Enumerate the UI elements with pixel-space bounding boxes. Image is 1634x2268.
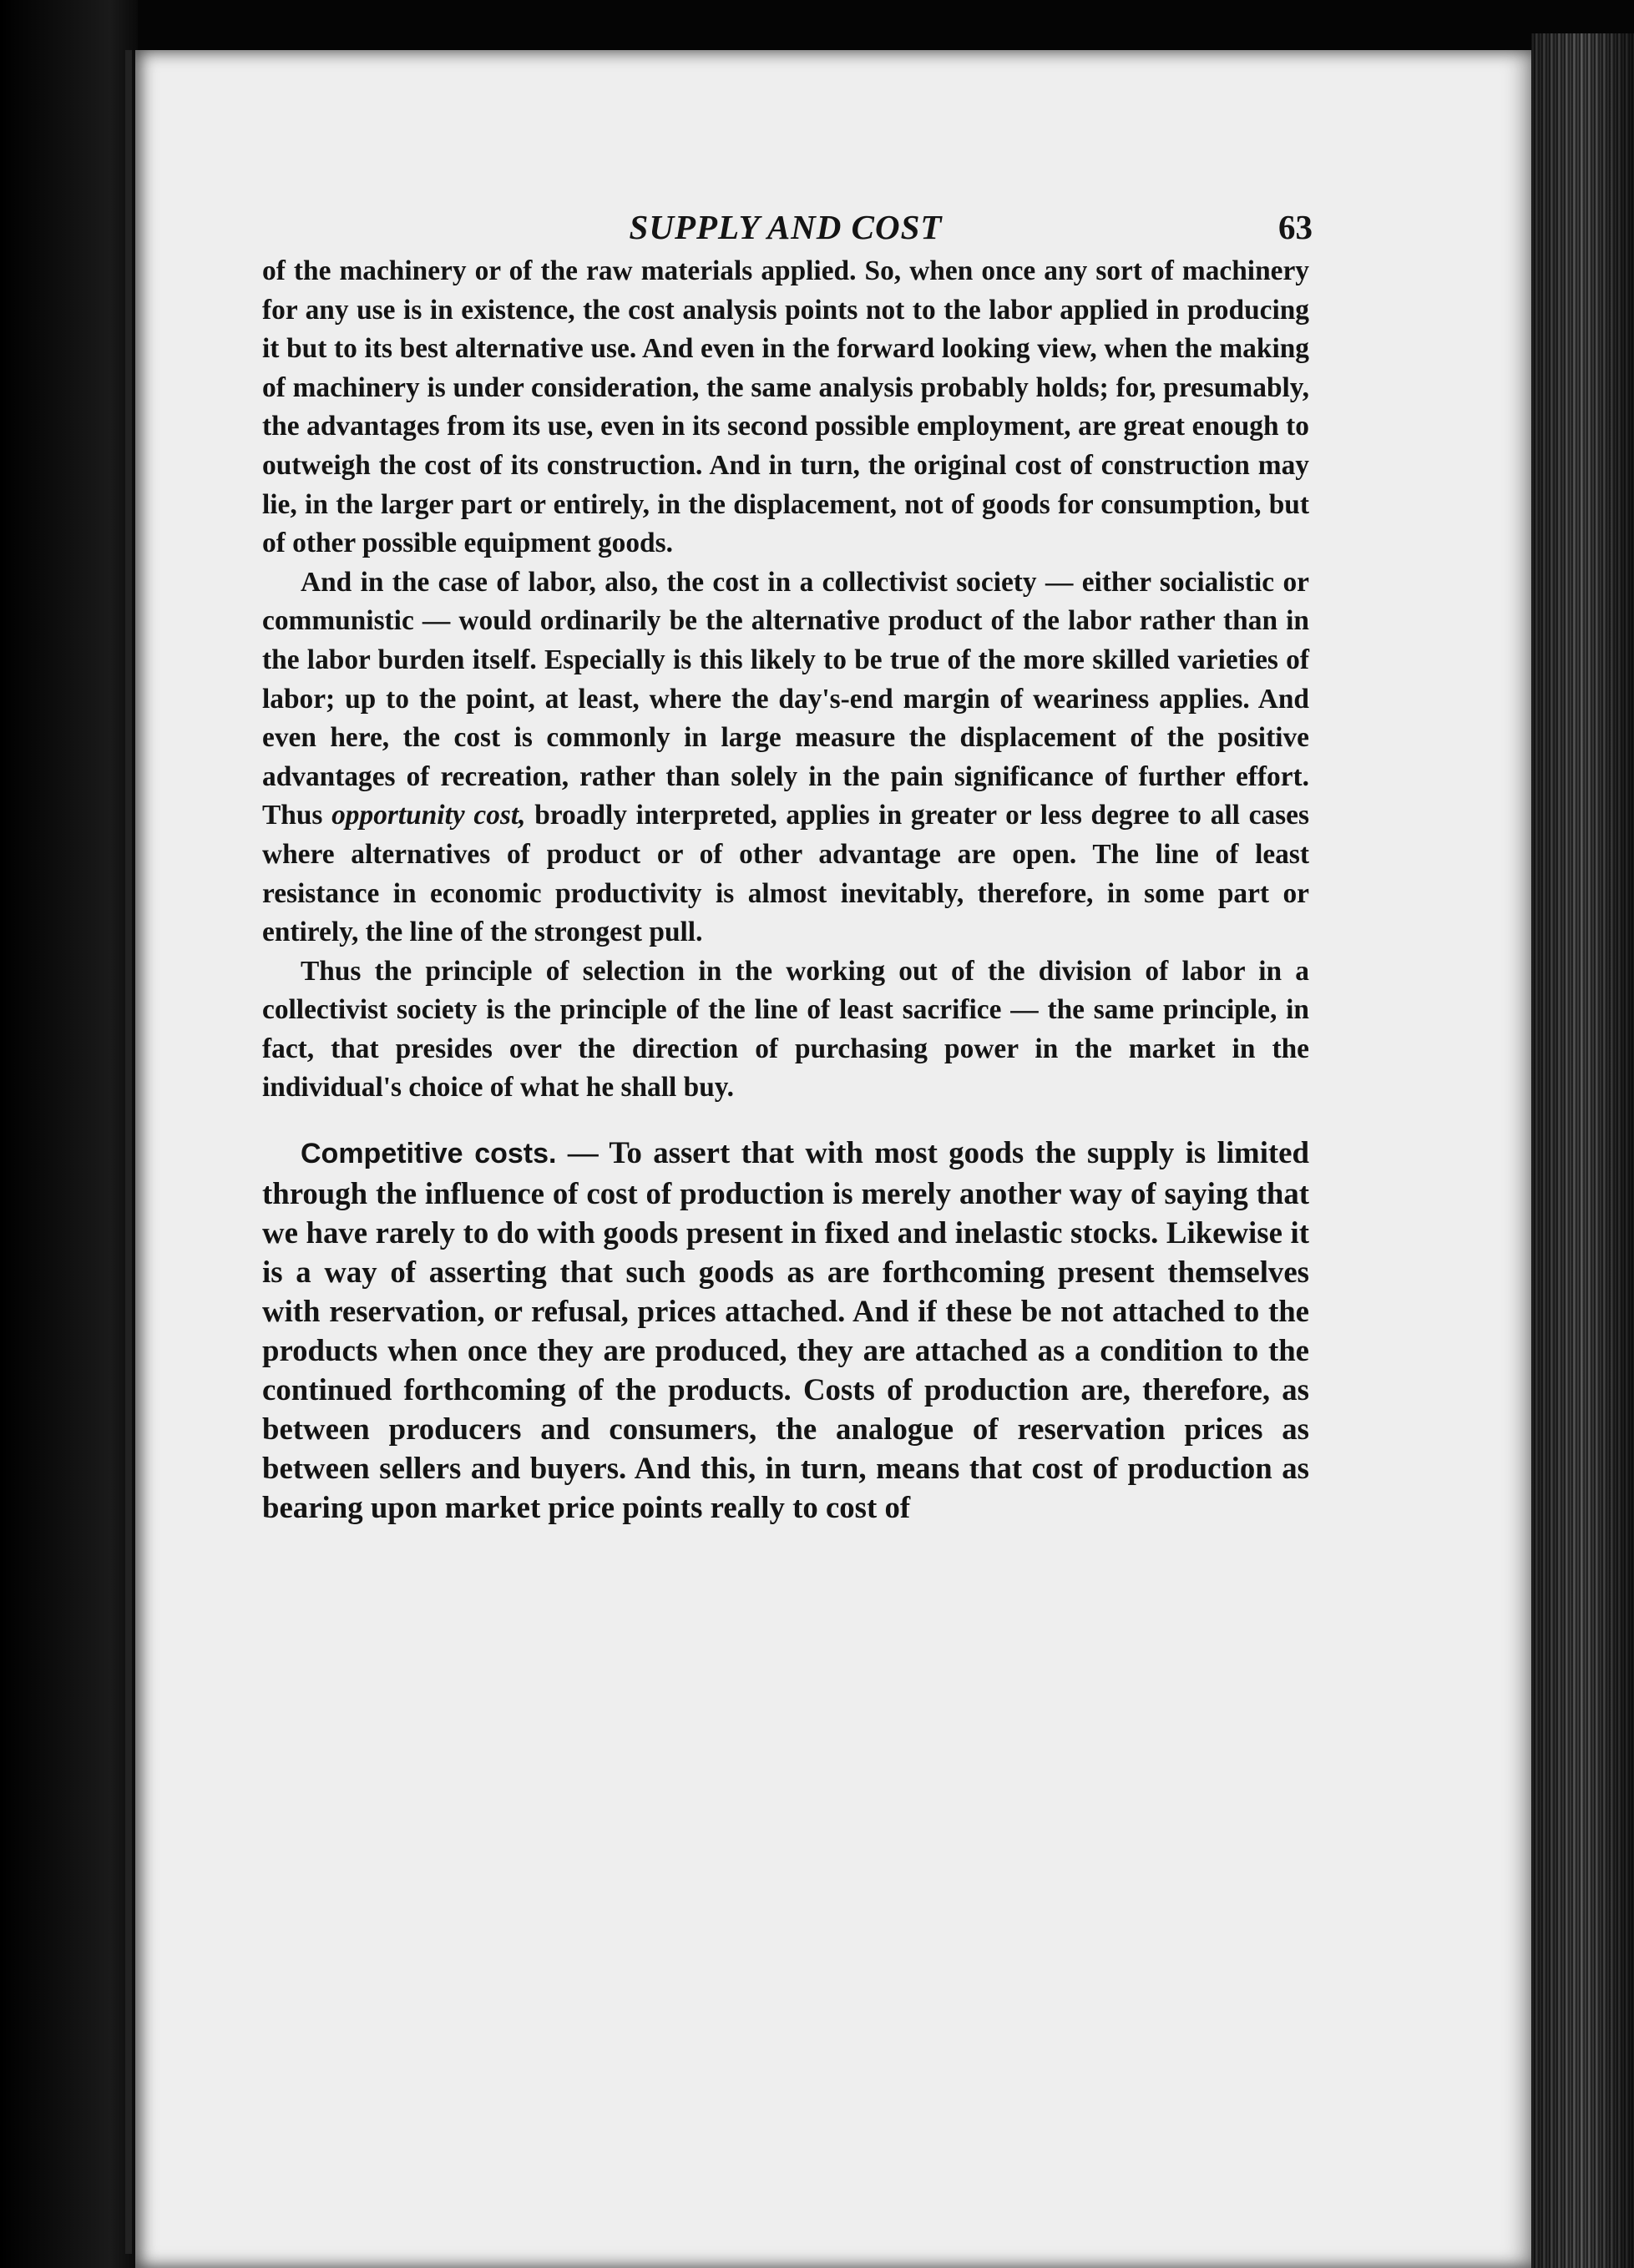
running-head-title: SUPPLY AND COST [629,208,943,246]
section-heading: Competitive costs. [301,1138,557,1170]
paragraph-4 [262,1133,1309,1527]
paragraph-2-text-b: broadly interpreted, applies in greater or less degree to all cases where alternatives of product or of other advantage are open. The line of least resistance in economic productivity is almost inevitably, therefore, in some part or entirely, the line of the strongest pull. [262,800,1309,948]
small-type-section [262,252,1309,1108]
paragraph-2-text-a: And in the case of labor, also, the cost in a collectivist society — either socialistic or communistic — would ordinarily be the alternative product of the labor rather than in the labor burden itself. Especially is this likely to be true of the more skilled varieties of labor; up to the point, at least, where the day's-end margin of weariness applies. And even here, the cost is commonly in large measure the displacement of the positive advantages of recreation, rather than solely in the pain significance of further effort. Thus [262,566,1309,831]
paragraph-1: of the machinery or of the raw materials applied. So, when once any sort of machinery for any use is in existence, the cost analysis points not to the labor applied in producing it but to its best alternative use. And even in the forward looking view, when the making of machinery is under consideration, the same analysis probably holds; for, presumably, the advantages from its use, even in its second possible employment, are great enough to outweigh the cost of its construction. And in turn, the original cost of construction may lie, in the larger part or entirely, in the displacement, not of goods for consumption, but of other possible equipment goods. [262,255,1309,559]
binding-edge [0,0,138,2268]
page-text-block [262,189,1313,1527]
paragraph-3: Thus the principle of selection in the working out of the division of labor in a collectivist society is the principle of the line of least sacrifice — the same principle, in fact, that presides over the direction of purchasing power in the market in the individual's choice of what he shall buy. [262,955,1309,1104]
binding-rule [125,50,132,2254]
page-number: 63 [1278,208,1313,246]
paragraph-4-body: — To assert that with most goods the supply is limited through the influence of cost of production is merely another way of saying that we have rarely to do with goods present in fixed and inelastic stocks. Likewise it is a way of asserting that such goods as are forthcoming present themselves with reservation, or refusal, prices attached. And if these be not attached to the products when once they are produced, they are attached as a condition to the continued forthcoming of the products. Costs of production are, therefore, as between producers and consumers, the analogue of reservation prices as between sellers and buyers. And this, in turn, means that cost of production as bearing upon market price points really to cost of [262,1135,1309,1525]
page-fore-edge-shade [1531,33,1634,2268]
running-head [262,189,1313,247]
paragraph-2-emphasis: opportunity cost, [331,800,526,831]
paragraph-2 [262,563,1309,952]
large-type-section [262,1133,1309,1527]
